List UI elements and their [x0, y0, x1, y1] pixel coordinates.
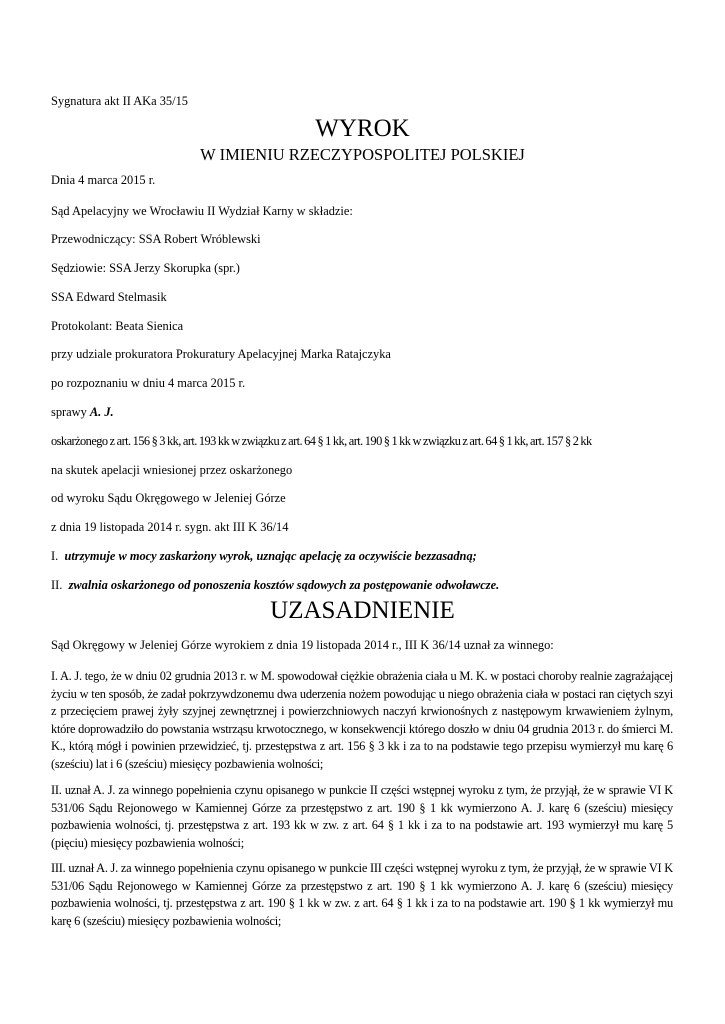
ruling-number: II.: [51, 578, 63, 592]
ruling-item: [51, 548, 477, 565]
case-prefix: sprawy: [51, 405, 90, 419]
defendant-name: A. J.: [89, 405, 114, 419]
lower-court-judgment: od wyroku Sądu Okręgowego w Jeleniej Górze: [51, 491, 286, 505]
justification-intro: Sąd Okręgowy w Jeleniej Górze wyrokiem z dnia 19 listopada 2014 r., III K 36/14 uznał za winnego:: [51, 638, 554, 652]
justification-paragraph: [51, 782, 673, 852]
case-of: [51, 404, 114, 421]
judgment-subtitle: W IMIENIU RZECZYPOSPOLITEJ POLSKIEJ: [200, 145, 525, 164]
justification-title: UZASADNIENIE: [270, 597, 455, 624]
ruling-text: utrzymuje w mocy zaskarżony wyrok, uznając apelację za oczywiście bezzasadną;: [64, 549, 477, 563]
paragraph-text: II. uznał A. J. za winnego popełnienia czynu opisanego w punkcie II części wstępnej wyroku z tym, że przyjął, że w sprawie VI K 531/06 Sądu Rejonowego w Kamiennej Górze za przestępstwo z art. 190 § 1 kk wymierzono A. J. karę 6 (sześciu) miesięcy pozbawienia wolności, tj. przestępstwa z art. 193 kk w zw. z art. 64 § 1 kk i za to na podstawie art. 193 wymierzył mu karę 5 (pięciu) miesięcy pozbawienia wolności;: [51, 783, 673, 850]
judgment-date: Dnia 4 marca 2015 r.: [51, 173, 156, 187]
charges: oskarżonego z art. 156 § 3 kk, art. 193 kk w związku z art. 64 § 1 kk, art. 190 § 1 kk w związku z art. 64 § 1 kk, art. 157 § 2 kk: [51, 434, 592, 448]
appeal-basis: na skutek apelacji wniesionej przez oskarżonego: [51, 463, 293, 477]
paragraph-text: I. A. J. tego, że w dniu 02 grudnia 2013 r. w M. spowodował ciężkie obrażenia ciała u M. K. w postaci choroby realnie zagrażającej życiu w ten sposób, że zadał pokrzywdzonemu dwa uderzenia nożem powodując u niego obrażenia ciała w postaci ran ciętych szyi z przecięciem prawej żyły szyjnej zewnętrznej i powierzchniowych naczyń krwionośnych z następowym krwawieniem żylnym, które doprowadziło do powstania wstrząsu krwotocznego, w konsekwencji którego doszło w dniu 04 grudnia 2013 r. do śmierci M. K., którą mógł i powinien przewidzieć, tj. przestępstwa z art. 156 § 3 kk i za to na podstawie tego przepisu wymierzył mu karę 6 (sześciu) lat i 6 (sześciu) miesięcy pozbawienia wolności;: [51, 669, 673, 771]
justification-paragraph: [51, 860, 673, 930]
case-signature: Sygnatura akt II AKa 35/15: [51, 94, 188, 108]
ruling-item: [51, 577, 499, 594]
prosecutor: przy udziale prokuratora Prokuratury Apelacyjnej Marka Ratajczyka: [51, 347, 391, 361]
presiding-judge: Przewodniczący: SSA Robert Wróblewski: [51, 232, 261, 246]
court-clerk: Protokolant: Beata Sienica: [51, 319, 184, 333]
ruling-text: zwalnia oskarżonego od ponoszenia kosztów sądowych za postępowanie odwoławcze.: [68, 578, 500, 592]
paragraph-text: III. uznał A. J. za winnego popełnienia czynu opisanego w punkcie III części wstępnej wyroku z tym, że przyjął, że w sprawie VI K 531/06 Sądu Rejonowego w Kamiennej Górze za przestępstwo z art. 190 § 1 kk wymierzono A. J. karę 6 (sześciu) miesięcy pozbawienia wolności, tj. przestępstwa z art. 190 § 1 kk w zw. z art. 64 § 1 kk i za to na podstawie art. 190 § 1 kk wymierzył mu karę 6 (sześciu) miesięcy pozbawienia wolności;: [51, 861, 673, 928]
ruling-number: I.: [51, 549, 59, 563]
second-judge: SSA Edward Stelmasik: [51, 290, 167, 304]
court-composition: Sąd Apelacyjny we Wrocławiu II Wydział Karny w składzie:: [51, 204, 353, 218]
justification-paragraph: [51, 668, 673, 773]
lower-court-date: z dnia 19 listopada 2014 r. sygn. akt III K 36/14: [51, 520, 289, 534]
hearing-date: po rozpoznaniu w dniu 4 marca 2015 r.: [51, 376, 246, 390]
judges: Sędziowie: SSA Jerzy Skorupka (spr.): [51, 261, 240, 275]
judgment-title: WYROK: [315, 115, 410, 142]
